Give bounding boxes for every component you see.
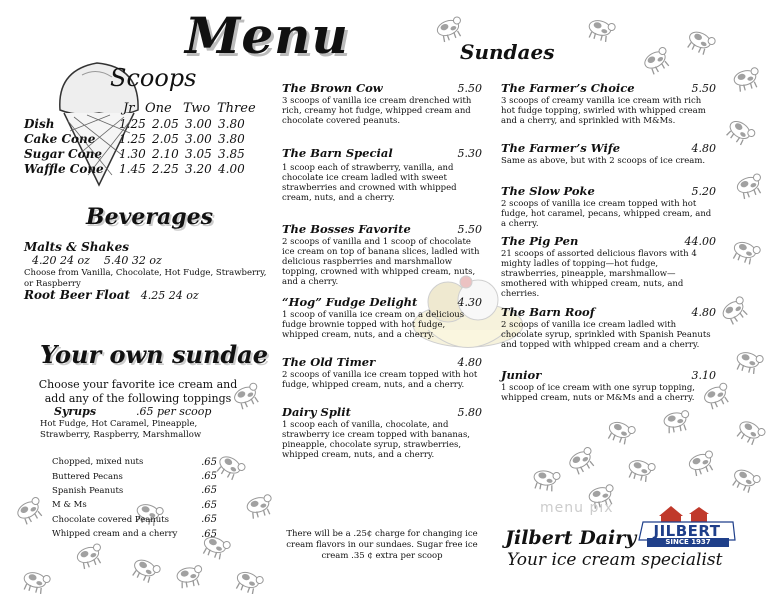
menu-item	[282, 148, 482, 203]
topping-name: Whipped cream and a cherry	[52, 529, 178, 540]
syrups-label: Syrups	[54, 405, 97, 418]
watermark-text: menu pix	[540, 500, 614, 516]
menu-item	[501, 186, 716, 229]
menu-item	[282, 297, 482, 340]
item-name: Junior	[501, 368, 542, 382]
item-name: The Bosses Favorite	[282, 222, 411, 236]
price: 3.05	[185, 146, 212, 161]
item-price: 4.25 24 oz	[140, 289, 199, 302]
item-description: 1 scoop each of vanilla, chocolate, and strawberry ice cream topped with bananas, pineapple, chocolate syrup, strawberries, whipped cream, nuts, and a cherry.	[282, 420, 471, 460]
scoops-header-row	[24, 101, 256, 116]
column-header: Three	[217, 101, 256, 116]
item-name: The Brown Cow	[282, 81, 383, 95]
syrups-section	[40, 406, 275, 441]
item-price: 5.50	[457, 223, 482, 236]
price: 2.10	[152, 146, 179, 161]
item-name: Dish	[24, 116, 55, 131]
item-name: The Farmer’s Choice	[501, 81, 635, 95]
price: 3.85	[218, 146, 245, 161]
item-description: Choose from Vanilla, Chocolate, Hot Fudge, Strawberry, or Raspberry	[24, 268, 267, 289]
item-description: 3 scoops of creamy vanilla ice cream with rich hot fudge topping, swirled with whipped cream and a cherry, and sprinkled with M&Ms.	[501, 96, 706, 126]
price: 3.80	[218, 116, 245, 131]
item-name: The Pig Pen	[501, 234, 579, 248]
menu-item	[501, 83, 716, 126]
item-description: 1 scoop of vanilla ice cream on a delicious fudge brownie topped with hot fudge, whipped cream, nuts, and a cherry.	[282, 310, 465, 340]
item-description: 2 scoops of vanilla ice cream topped with hot fudge, hot caramel, pecans, whipped cream, and a cherry.	[501, 199, 712, 229]
topping-name: Chocolate covered Peanuts	[52, 514, 170, 525]
item-description: 2 scoops of vanilla and 1 scoop of chocolate ice cream on top of banana slices, ladled with delicious raspberries and marshmallow topping, crowned with whipped cream, nuts, and a cherry.	[282, 237, 480, 287]
item-description: 2 scoops of vanilla ice cream topped with hot fudge, whipped cream, nuts, and a cherry.	[282, 370, 478, 390]
table-row	[24, 146, 251, 161]
item-name: “Hog” Fudge Delight	[282, 295, 418, 309]
item-description: Same as above, but with 2 scoops of ice cream.	[501, 156, 706, 166]
list-item	[52, 484, 217, 498]
brand-name: Jilbert Dairy	[505, 527, 637, 549]
item-price: 5.50	[457, 82, 482, 95]
flavor-change-note: There will be a .25¢ charge for changing ice cream flavors in our sundaes. Sugar free ice cream .35 ¢ extra per scoop	[286, 529, 478, 561]
logo-since: SINCE 1937	[665, 538, 711, 546]
topping-price: .65	[201, 485, 217, 497]
item-name: Malts & Shakes	[24, 240, 129, 254]
topping-price: .65	[201, 456, 217, 468]
jilbert-logo	[637, 504, 737, 548]
price: 2.05	[152, 131, 179, 146]
item-name: Cake Cone	[24, 131, 96, 146]
toppings-list	[52, 455, 217, 541]
item-name: Waffle Cone	[24, 161, 104, 176]
item-description: 2 scoops of vanilla ice cream ladled with chocolate syrup, sprinkled with Spanish Peanuts and topped with whipped cream and a cherry.	[501, 320, 711, 350]
menu-item	[501, 236, 716, 299]
column-header: One	[145, 101, 172, 116]
topping-name: Chopped, mixed nuts	[52, 457, 144, 468]
own-sundae-intro: Choose your favorite ice cream and add any of the following toppings	[38, 378, 238, 405]
item-price: 5.80	[457, 406, 482, 419]
list-item	[52, 527, 217, 541]
list-item	[52, 498, 217, 512]
item-name: The Barn Special	[282, 146, 393, 160]
beverages-title: Beverages	[86, 204, 213, 230]
scoops-title: Scoops	[110, 64, 197, 92]
list-item	[52, 469, 217, 483]
price: 3.00	[185, 116, 212, 131]
price: 1.45	[119, 161, 146, 176]
price: 1.25	[119, 116, 146, 131]
own-sundae-title: Your own sundae	[40, 340, 268, 369]
price: 2.25	[152, 161, 179, 176]
column-header: Two	[183, 101, 211, 116]
item-description: 3 scoops of vanilla ice cream drenched with rich, creamy hot fudge, whipped cream and chocolate covered peanuts.	[282, 96, 472, 126]
menu-item	[501, 143, 716, 166]
list-item	[52, 513, 217, 527]
menu-item	[282, 224, 482, 287]
item-description: 1 scoop of ice cream with one syrup topping, whipped cream, nuts or M&Ms and a cherry.	[501, 383, 695, 403]
price: 1.25	[119, 131, 146, 146]
topping-price: .65	[201, 528, 217, 540]
item-name: Dairy Split	[282, 405, 351, 419]
item-name: Root Beer Float	[24, 288, 131, 302]
brand-tagline: Your ice cream specialist	[507, 550, 723, 570]
item-price: 5.50	[691, 82, 716, 95]
price: 3.80	[218, 131, 245, 146]
menu-item	[501, 307, 716, 350]
logo-text: JILBERT	[653, 522, 721, 540]
item-price: 5.30	[457, 147, 482, 160]
item-name: The Farmer’s Wife	[501, 141, 621, 155]
menu-item	[282, 83, 482, 126]
topping-price: .65	[201, 471, 217, 483]
scoops-price-table	[24, 101, 256, 176]
item-name: The Barn Roof	[501, 305, 595, 319]
topping-name: Spanish Peanuts	[52, 485, 124, 496]
item-price: 4.30	[457, 296, 482, 309]
menu-item	[282, 407, 482, 460]
price: 2.05	[152, 116, 179, 131]
price: 3.00	[185, 131, 212, 146]
price: 4.00	[218, 161, 245, 176]
page-title: Menu	[185, 6, 349, 65]
syrups-price: .65 per scoop	[136, 405, 212, 418]
item-name: The Old Timer	[282, 355, 376, 369]
root-beer-float-item	[24, 288, 269, 302]
sundaes-title: Sundaes	[460, 40, 555, 64]
topping-price: .65	[201, 514, 217, 526]
list-item	[52, 455, 217, 469]
topping-name: Buttered Pecans	[52, 471, 123, 482]
item-price: 4.80	[457, 356, 482, 369]
item-price: 4.80	[691, 306, 716, 319]
item-price: 44.00	[684, 235, 716, 248]
item-price: 4.20 24 oz 5.40 32 oz	[32, 254, 162, 267]
item-description: 1 scoop each of strawberry, vanilla, and chocolate ice cream ladled with sweet strawberries and crowned with whipped cream, nuts, and a cherry.	[282, 163, 457, 203]
price: 1.30	[119, 146, 146, 161]
topping-name: M & Ms	[52, 500, 87, 511]
menu-item	[282, 357, 482, 390]
topping-price: .65	[201, 499, 217, 511]
malts-shakes-item	[24, 240, 269, 290]
item-name: The Slow Poke	[501, 184, 595, 198]
table-row	[24, 116, 251, 131]
item-price: 5.20	[691, 185, 716, 198]
price: 3.20	[185, 161, 212, 176]
table-row	[24, 131, 251, 146]
column-header: Jr	[123, 101, 135, 116]
syrups-list: Hot Fudge, Hot Caramel, Pineapple, Strawberry, Raspberry, Marshmallow	[40, 419, 202, 440]
item-price: 3.10	[691, 369, 716, 382]
item-description: 21 scoops of assorted delicious flavors with 4 mighty ladles of topping—hot fudge, strawberries, pineapple, marshmallow—smothered with whipped cream, nuts, and cherries.	[501, 249, 697, 299]
table-row	[24, 161, 251, 176]
item-name: Sugar Cone	[24, 146, 102, 161]
menu-item	[501, 370, 716, 403]
item-price: 4.80	[691, 142, 716, 155]
